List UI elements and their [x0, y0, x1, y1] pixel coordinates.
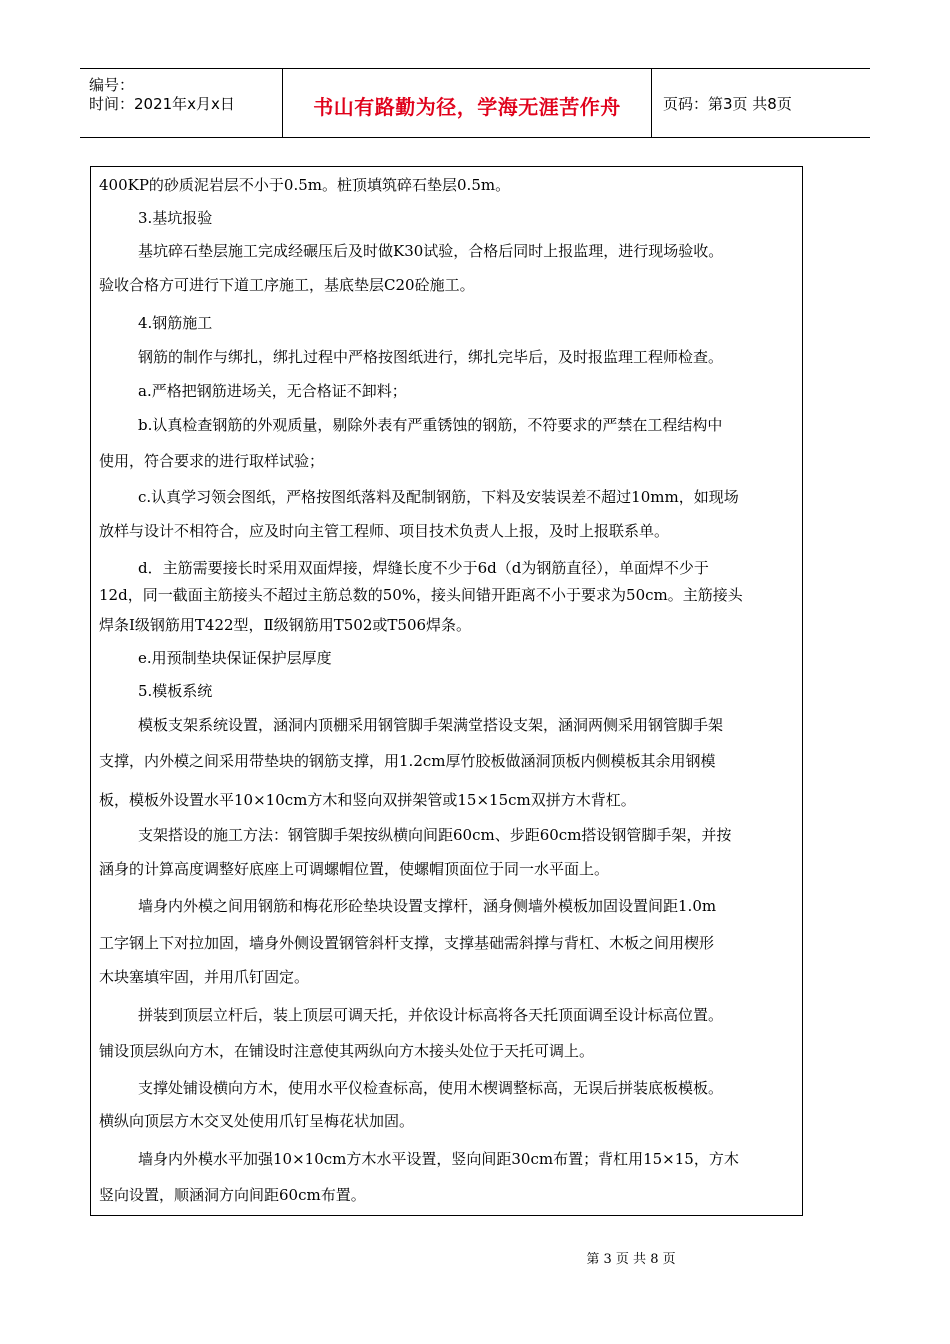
content-box	[90, 166, 803, 1216]
body-line: 焊条Ⅰ级钢筋用T422型，Ⅱ级钢筋用T502或T506焊条。	[99, 616, 472, 634]
body-line: 铺设顶层纵向方木，在铺设时注意使其两纵向方木接头处位于天托可调上。	[99, 1042, 595, 1060]
list-item: c.认真学习领会图纸，严格按图纸落料及配制钢筋，下料及安装误差不超过10mm，如现场	[138, 488, 739, 506]
page-footer	[0, 1248, 950, 1267]
header-table	[80, 68, 870, 138]
body-line: 横纵向顶层方木交叉处使用爪钉呈梅花状加固。	[99, 1112, 415, 1130]
list-item: b.认真检查钢筋的外观质量，剔除外表有严重锈蚀的钢筋，不符要求的严禁在工程结构中	[138, 416, 723, 434]
list-item: e.用预制垫块保证保护层厚度	[138, 649, 332, 667]
document-number-label: 编号：	[89, 76, 135, 94]
list-item: d．主筋需要接长时采用双面焊接，焊缝长度不少于6d（d为钢筋直径），单面焊不少于	[138, 559, 709, 577]
body-line: 支架搭设的施工方法：钢管脚手架按纵横向间距60cm、步距60cm搭设钢管脚手架，并按	[138, 826, 732, 844]
body-line: 验收合格方可进行下道工序施工，基底垫层C20砼施工。	[99, 276, 475, 294]
body-line: 钢筋的制作与绑扎，绑扎过程中严格按图纸进行，绑扎完毕后，及时报监理工程师检查。	[138, 348, 724, 366]
section-heading: 4.钢筋施工	[138, 314, 213, 332]
body-line: 工字钢上下对拉加固，墙身外侧设置钢管斜杆支撑，支撑基础需斜撑与背杠、木板之间用楔形	[99, 934, 715, 952]
body-line: 400KP的砂质泥岩层不小于0.5m。桩顶填筑碎石垫层0.5m。	[99, 176, 511, 194]
body-line: 拼装到顶层立杆后，装上顶层可调天托，并依设计标高将各天托顶面调至设计标高位置。	[138, 1006, 724, 1024]
header-page-info: 页码：第3页 共8页	[663, 95, 792, 113]
footer-page-number: 第 3 页 共 8 页	[586, 1252, 676, 1267]
body-line: 模板支架系统设置，涵洞内顶棚采用钢管脚手架满堂搭设支架，涵洞两侧采用钢管脚手架	[138, 716, 724, 734]
body-line: 放样与设计不相符合，应及时向主管工程师、项目技术负责人上报，及时上报联系单。	[99, 522, 670, 540]
body-line: 支撑处铺设横向方木，使用水平仪检查标高，使用木楔调整标高，无误后拼装底板模板。	[138, 1079, 724, 1097]
body-line: 竖向设置，顺涵洞方向间距60cm布置。	[99, 1186, 366, 1204]
body-line: 木块塞填牢固，并用爪钉固定。	[99, 968, 310, 986]
header-motto: 书山有路勤为径，学海无涯苦作舟	[313, 95, 621, 119]
section-heading: 5.模板系统	[138, 682, 213, 700]
header-meta-cell	[80, 69, 283, 137]
body-line: 支撑，内外模之间采用带垫块的钢筋支撑，用1.2cm厚竹胶板做涵洞顶板内侧模板其余用钢模	[99, 752, 716, 770]
list-item: a.严格把钢筋进场关，无合格证不卸料；	[138, 382, 407, 400]
body-line: 涵身的计算高度调整好底座上可调螺帽位置，使螺帽顶面位于同一水平面上。	[99, 860, 610, 878]
body-line: 墙身内外模之间用钢筋和梅花形砼垫块设置支撑杆，涵身侧墙外模板加固设置间距1.0m	[138, 897, 717, 915]
body-line: 墙身内外模水平加强10×10cm方木水平设置，竖向间距30cm布置；背杠用15×15，方木	[138, 1150, 739, 1168]
body-line: 使用，符合要求的进行取样试验；	[99, 452, 325, 470]
body-line: 基坑碎石垫层施工完成经碾压后及时做K30试验，合格后同时上报监理，进行现场验收。	[138, 242, 724, 260]
body-line: 12d，同一截面主筋接头不超过主筋总数的50%，接头间错开距离不小于要求为50cm。主筋接头	[99, 586, 743, 604]
header-page-cell	[652, 69, 870, 137]
header-motto-cell	[283, 69, 652, 137]
document-date-label: 时间：2021年x月x日	[89, 95, 235, 113]
body-line: 板，模板外设置水平10×10cm方木和竖向双拼架管或15×15cm双拼方木背杠。	[99, 791, 636, 809]
section-heading: 3.基坑报验	[138, 209, 213, 227]
